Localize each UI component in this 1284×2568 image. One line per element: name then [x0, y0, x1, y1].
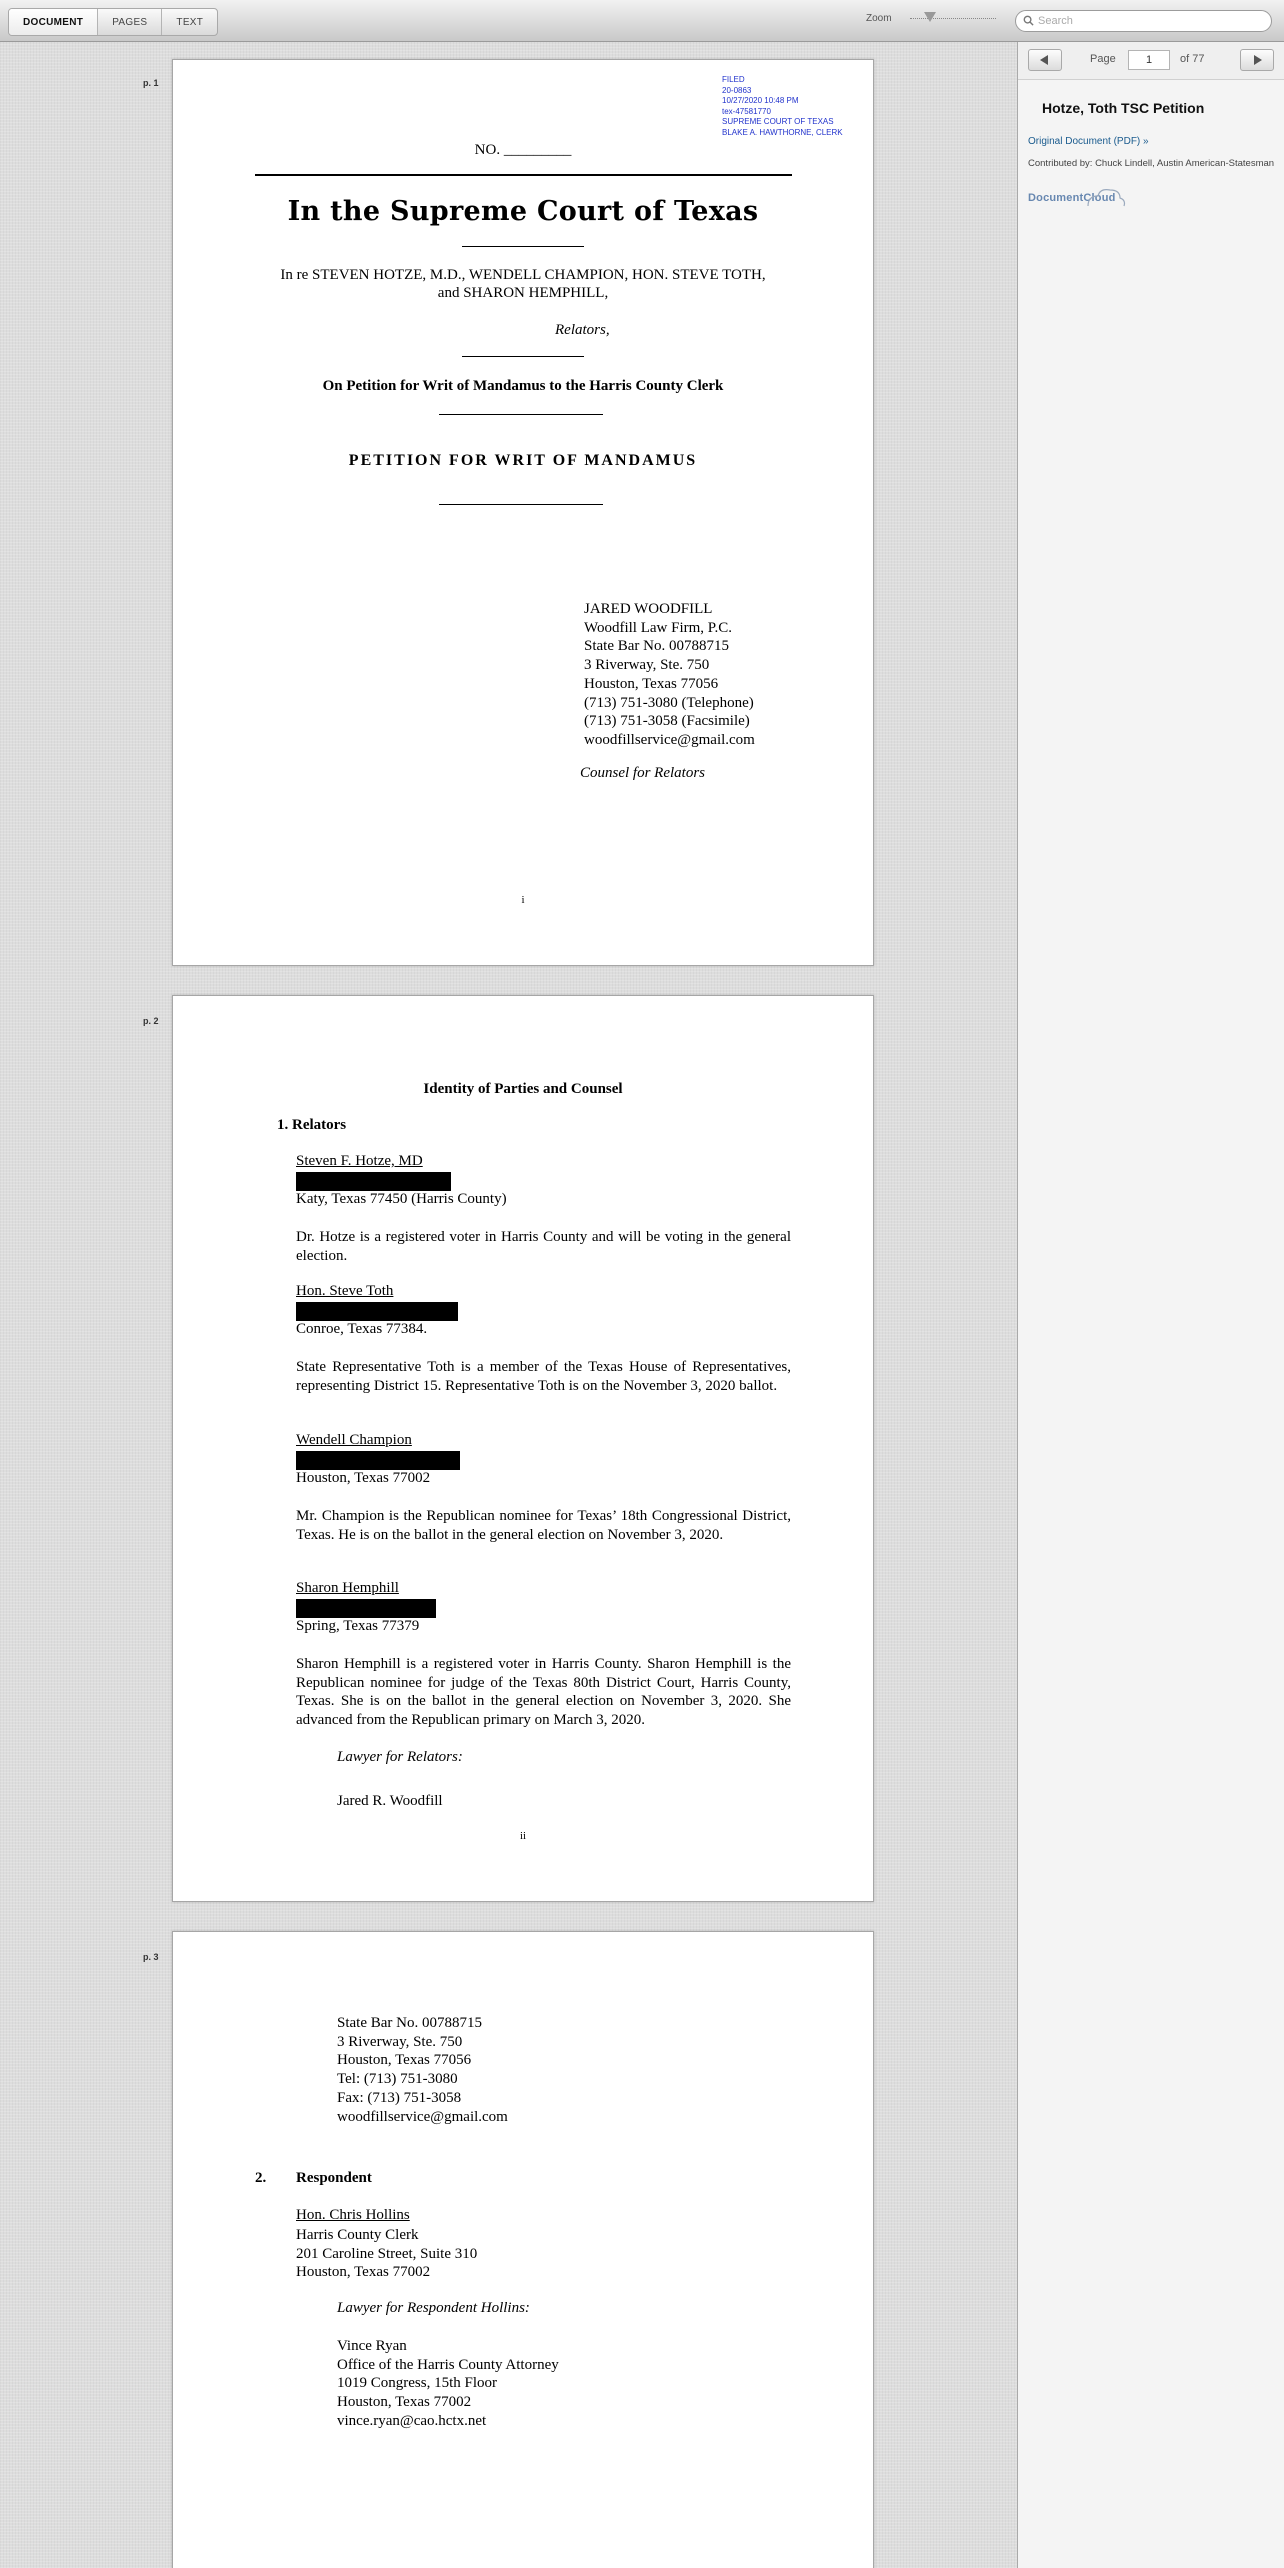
petition-title: PETITION FOR WRIT OF MANDAMUS — [348, 452, 698, 469]
counsel-line: (713) 751-3080 (Telephone) — [584, 694, 754, 711]
stamp-line: 10/27/2020 10:48 PM — [722, 96, 799, 105]
contributed-by: Contributed by: Chuck Lindell, Austin American-Statesman — [1028, 158, 1275, 169]
lawyer-line: Houston, Texas 77002 — [337, 2394, 472, 2411]
contact-line: Fax: (713) 751-3058 — [337, 2089, 462, 2106]
stamp-line: BLAKE A. HAWTHORNE, CLERK — [722, 127, 843, 137]
party-name: Sharon Hemphill — [296, 1580, 399, 1596]
party-description: Dr. Hotze is a registered voter in Harris County and will be voting in the general election. — [296, 1229, 791, 1264]
divider — [462, 356, 584, 357]
relators-label: Relators, — [555, 322, 610, 338]
document-viewer[interactable] — [0, 42, 1017, 2568]
counsel-line: Woodfill Law Firm, P.C. — [584, 619, 732, 636]
counsel-line: (713) 751-3058 (Facsimile) — [584, 713, 750, 730]
arrow-right-icon — [1254, 55, 1262, 65]
party-city: Conroe, Texas 77384. — [296, 1321, 428, 1337]
party-name: Steven F. Hotze, MD — [296, 1153, 423, 1169]
party-description: Mr. Champion is the Republican nominee for Texas’ 18th Congressional District, Texas. He is on the ballot in the general election on November 3, 2020. — [296, 1508, 791, 1543]
view-tabs — [8, 8, 218, 36]
petition-subtitle: On Petition for Writ of Mandamus to the Harris County Clerk — [322, 378, 724, 394]
tab-document[interactable]: DOCUMENT — [9, 9, 98, 35]
address-line: Harris County Clerk — [296, 2227, 419, 2243]
page-label: Page — [1090, 53, 1116, 65]
section-number: 2. — [255, 2170, 267, 2186]
page-number-input[interactable]: 1 — [1128, 50, 1170, 70]
search-input[interactable] — [1038, 13, 1266, 29]
page-navigator — [1018, 42, 1284, 80]
party-name: Hon. Steve Toth — [296, 1283, 394, 1299]
lawyer-line: Office of the Harris County Attorney — [337, 2356, 559, 2373]
lawyer-address — [337, 2337, 559, 2431]
respondent-name: Hon. Chris Hollins — [296, 2207, 410, 2223]
contact-line: 3 Riverway, Ste. 750 — [337, 2033, 463, 2050]
contact-line: Tel: (713) 751-3080 — [337, 2071, 458, 2088]
counsel-block — [584, 600, 755, 750]
contact-block — [337, 2014, 508, 2126]
counsel-line: State Bar No. 00788715 — [584, 638, 729, 655]
zoom-label: Zoom — [866, 13, 892, 24]
tab-pages[interactable]: PAGES — [98, 9, 162, 35]
documentcloud-logo[interactable]: DocumentCloud — [1028, 192, 1116, 204]
address-line: 201 Caroline Street, Suite 310 — [296, 2245, 478, 2262]
counsel-line: JARED WOODFILL — [584, 601, 713, 617]
page-footer: i — [521, 894, 525, 906]
stamp-line: tex-47581770 — [722, 106, 771, 116]
toolbar — [0, 0, 1284, 42]
lawyer-line: 1019 Congress, 15th Floor — [337, 2375, 498, 2392]
page-label-1: p. 1 — [143, 78, 159, 88]
cloud-logo-icon — [1086, 186, 1126, 208]
arrow-left-icon — [1040, 55, 1048, 65]
divider — [462, 246, 584, 247]
redaction-bar — [296, 1302, 458, 1321]
document-title: Hotze, Toth TSC Petition — [1042, 100, 1205, 116]
search-icon — [1023, 15, 1034, 26]
court-name: In the Supreme Court of Texas — [287, 196, 759, 227]
case-number: NO. _________ — [474, 142, 572, 158]
counsel-for: Counsel for Relators — [580, 765, 706, 781]
stamp-line: SUPREME COURT OF TEXAS — [722, 117, 834, 126]
stamp-line: 20-0863 — [722, 85, 752, 95]
party-city: Spring, Texas 77379 — [296, 1618, 420, 1634]
contact-line: Houston, Texas 77056 — [337, 2052, 472, 2069]
in-re-parties — [173, 266, 873, 302]
in-re-line-1: In re STEVEN HOTZE, M.D., WENDELL CHAMPION, HON. STEVE TOTH, — [280, 267, 766, 283]
page-1 — [172, 59, 874, 966]
page-count: of 77 — [1180, 53, 1205, 65]
page-label-2: p. 2 — [143, 1016, 159, 1026]
stamp-line: FILED — [722, 75, 745, 84]
tab-text[interactable]: TEXT — [176, 17, 204, 28]
divider — [439, 504, 603, 505]
page-2 — [172, 995, 874, 1902]
page-3 — [172, 1931, 874, 2568]
section-heading: Identity of Parties and Counsel — [423, 1081, 623, 1097]
respondent-address — [296, 2226, 477, 2282]
counsel-line: woodfillservice@gmail.com — [584, 731, 755, 748]
sidebar — [1017, 42, 1284, 2568]
original-document-link[interactable]: Original Document (PDF) » — [1028, 136, 1149, 147]
lawyer-name: Jared R. Woodfill — [337, 1793, 443, 1809]
next-page-button[interactable] — [1240, 49, 1274, 71]
divider — [439, 414, 603, 415]
redaction-bar — [296, 1172, 451, 1191]
page-label-3: p. 3 — [143, 1952, 159, 1962]
section-relators: 1. Relators — [277, 1117, 347, 1133]
party-city: Houston, Texas 77002 — [296, 1470, 431, 1486]
party-description: Sharon Hemphill is a registered voter in Harris County. Sharon Hemphill is the Republican nominee for judge of the Texas 80th District Court, Harris County, Texas. She is on the ballot in the general election on November 3, 2020. She advanced from the Republican primary on March 3, 2020. — [296, 1656, 791, 1728]
lawyer-for-label: Lawyer for Relators: — [337, 1749, 463, 1765]
zoom-slider-handle[interactable] — [924, 12, 936, 22]
lawyer-line: Vince Ryan — [337, 2338, 407, 2354]
filed-stamp — [722, 75, 843, 138]
zoom-slider[interactable] — [910, 18, 996, 22]
lawyer-line: vince.ryan@cao.hctx.net — [337, 2412, 487, 2429]
divider — [255, 174, 792, 176]
party-name: Wendell Champion — [296, 1432, 412, 1448]
page-footer: ii — [519, 1830, 527, 1842]
redaction-bar — [296, 1599, 436, 1618]
contact-line: woodfillservice@gmail.com — [337, 2108, 508, 2125]
lawyer-for-label: Lawyer for Respondent Hollins: — [337, 2300, 530, 2316]
counsel-line: 3 Riverway, Ste. 750 — [584, 657, 710, 674]
party-description: State Representative Toth is a member of the Texas House of Representatives, representing District 15. Representative Toth is on the November 3, 2020 ballot. — [296, 1359, 791, 1394]
address-line: Houston, Texas 77002 — [296, 2264, 431, 2281]
contact-line: State Bar No. 00788715 — [337, 2015, 482, 2031]
section-respondent: Respondent — [296, 2170, 372, 2186]
redaction-bar — [296, 1451, 460, 1470]
search-box[interactable] — [1015, 10, 1272, 32]
counsel-line: Houston, Texas 77056 — [584, 675, 719, 692]
previous-page-button[interactable] — [1028, 49, 1062, 71]
in-re-line-2: and SHARON HEMPHILL, — [437, 285, 609, 301]
party-city: Katy, Texas 77450 (Harris County) — [296, 1191, 507, 1207]
